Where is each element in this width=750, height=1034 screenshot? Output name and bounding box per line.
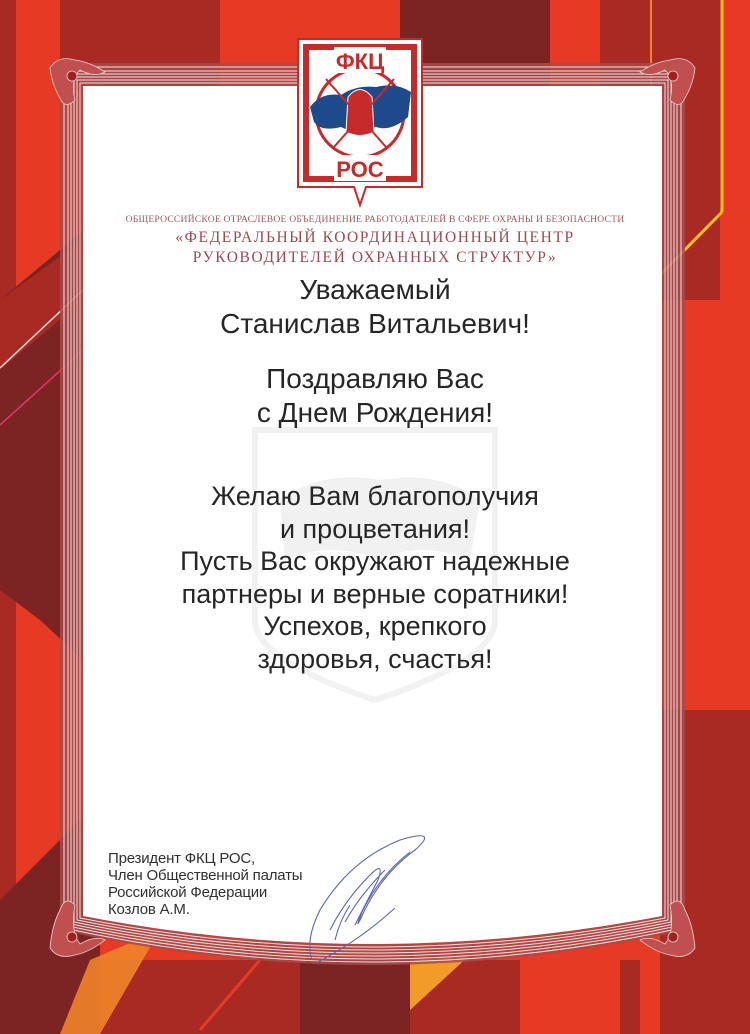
organization-subtitle: ОБЩЕРОССИЙСКОЕ ОТРАСЛЕВОЕ ОБЪЕДИНЕНИЕ РАБОТОДАТЕЛЕЙ В СФЕРЕ ОХРАНЫ И БЕЗОПАСНОСТИ (125, 214, 625, 225)
signatory-name: Козлов А.М. (108, 901, 190, 918)
wish-line: партнеры и верные соратники! (181, 578, 569, 609)
wish-line: Успехов, крепкого (263, 611, 487, 641)
logo-top-text: ФКЦ (335, 49, 385, 74)
greeting-recipient-name: Станислав Витальевич! (220, 308, 530, 339)
signatory-membership: Член Общественной палаты (108, 867, 303, 884)
congratulation-line1: Поздравляю Вас (266, 363, 484, 394)
wish-line: Пусть Вас окружают надежные (180, 546, 570, 576)
wish-line: и процветания! (279, 513, 471, 544)
logo-bottom-text: РОС (336, 157, 384, 182)
handwritten-signature (300, 830, 450, 965)
signatory-membership-country: Российской Федерации (108, 884, 268, 901)
wish-line: Желаю Вам благополучия (211, 481, 539, 511)
organization-name-line2: РУКОВОДИТЕЛЕЙ ОХРАННЫХ СТРУКТУР» (192, 249, 558, 266)
fkc-ros-logo (296, 37, 424, 209)
congratulation-line2: с Днем Рождения! (256, 397, 494, 428)
greeting-salutation: Уважаемый (299, 274, 451, 305)
signatory-block (108, 850, 302, 918)
organization-name-line1: «ФЕДЕРАЛЬНЫЙ КООРДИНАЦИОННЫЙ ЦЕНТР (175, 229, 575, 246)
signatory-title: Президент ФКЦ РОС, (108, 850, 255, 867)
wishes-block (0, 480, 750, 675)
wish-line: здоровья, счастья! (257, 643, 493, 674)
